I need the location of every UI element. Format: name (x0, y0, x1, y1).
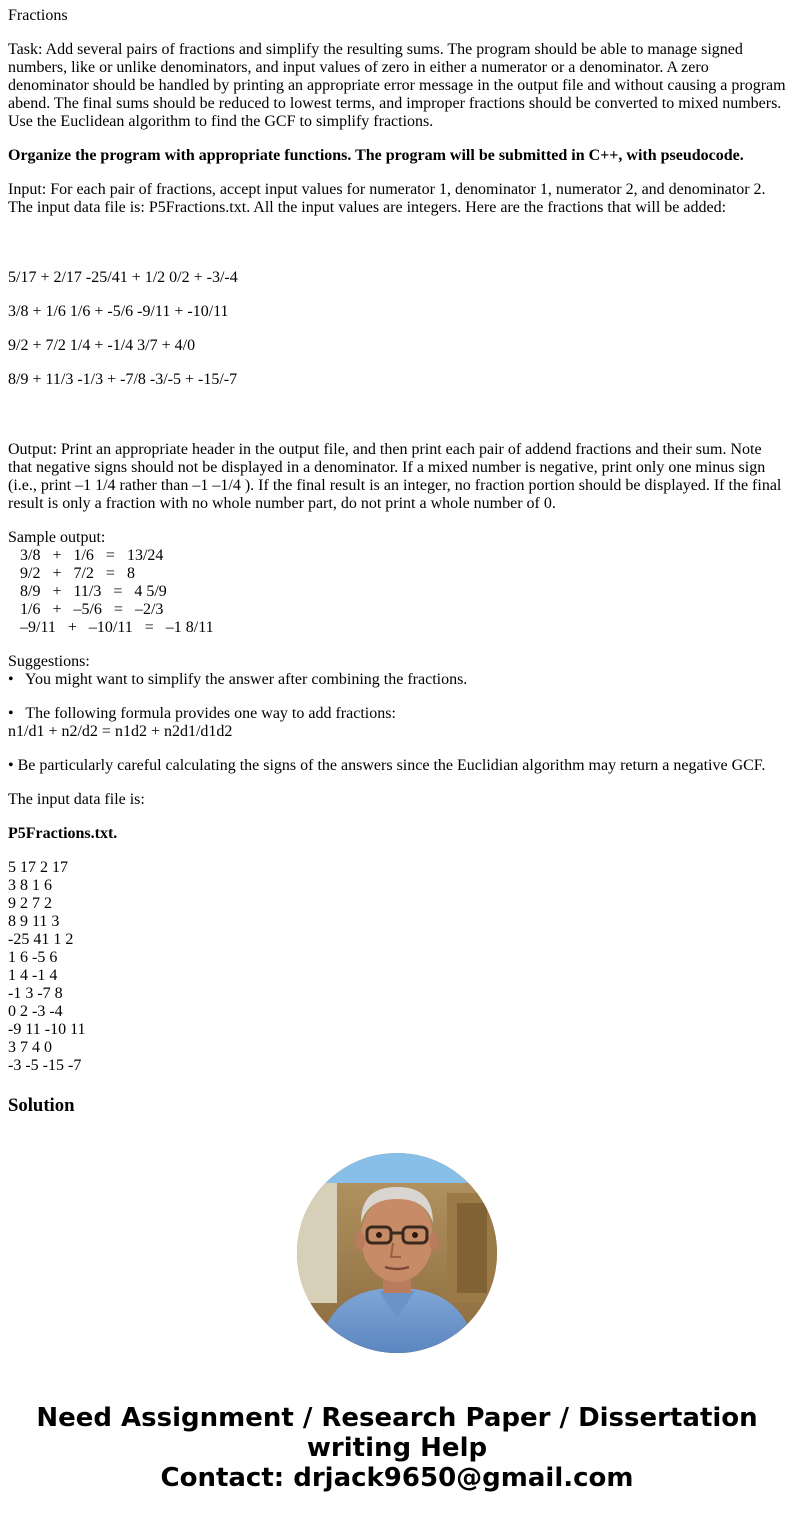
sample-output-line: 9/2 + 7/2 = 8 (8, 565, 135, 582)
sample-output-line: –9/11 + –10/11 = –1 8/11 (8, 619, 214, 636)
author-photo (297, 1153, 497, 1353)
suggestion-item: • The following formula provides one way to add fractions: (8, 705, 396, 722)
spacer (8, 405, 788, 441)
suggestion-item: • Be particularly careful calculating the signs of the answers since the Euclidian algorithm may return a negative GCF. (8, 757, 766, 774)
data-line: 0 2 -3 -4 (8, 1003, 63, 1020)
spacer (8, 233, 788, 269)
sample-output-line: 1/6 + –5/6 = –2/3 (8, 601, 164, 618)
data-line: 8 9 11 3 (8, 913, 60, 930)
sample-output-line: 3/8 + 1/6 = 13/24 (8, 547, 164, 564)
formula-text: n1/d1 + n2/d2 = n1d2 + n2d1/d1d2 (8, 723, 233, 740)
fraction-row: 3/8 + 1/6 1/6 + -5/6 -9/11 + -10/11 (8, 303, 229, 320)
data-file-intro: The input data file is: (8, 791, 145, 808)
suggestions-label: Suggestions: (8, 653, 90, 670)
sample-output-label: Sample output: (8, 529, 106, 546)
fraction-row: 5/17 + 2/17 -25/41 + 1/2 0/2 + -3/-4 (8, 269, 238, 286)
data-file-contents (8, 859, 788, 1075)
data-line: 3 7 4 0 (8, 1039, 52, 1056)
author-portrait-illustration (297, 1153, 497, 1353)
promo-contact: Contact: drjack9650@gmail.com (160, 1463, 634, 1493)
fraction-row: 8/9 + 11/3 -1/3 + -7/8 -3/-5 + -15/-7 (8, 371, 238, 388)
data-line: -1 3 -7 8 (8, 985, 63, 1002)
suggestion-item: • You might want to simplify the answer after combining the fractions. (8, 671, 468, 688)
fraction-row: 9/2 + 7/2 1/4 + -1/4 3/7 + 4/0 (8, 337, 196, 354)
sample-output-line: 8/9 + 11/3 = 4 5/9 (8, 583, 167, 600)
data-line: 3 8 1 6 (8, 877, 52, 894)
data-file-name: P5Fractions.txt. (8, 825, 118, 842)
output-paragraph: Output: Print an appropriate header in the output file, and then print each pair of addend fractions and their sum. Note that negative signs should not be displayed in a denominator. If a mixed number is negative, print only one minus sign (i.e., print –1 1/4 rather than –1 –1/4 ). If the final result is an integer, no fraction portion should be displayed. If the final result is only a fraction with no whole number part, do not print a whole number of 0. (8, 441, 782, 512)
data-line: 1 6 -5 6 (8, 949, 58, 966)
suggestions-block (8, 653, 788, 689)
data-line: 9 2 7 2 (8, 895, 52, 912)
sample-output-block (8, 529, 788, 637)
solution-heading: Solution (8, 1095, 75, 1116)
data-line: -9 11 -10 11 (8, 1021, 86, 1038)
organize-paragraph: Organize the program with appropriate functions. The program will be submitted in C++, with pseudocode. (8, 147, 744, 164)
promo-banner (0, 1403, 794, 1493)
input-paragraph: Input: For each pair of fractions, accept input values for numerator 1, denominator 1, numerator 2, and denominator 2. The input data file is: P5Fractions.txt. All the input values are integers. Here are the fractions that will be added: (8, 181, 766, 216)
data-line: 1 4 -1 4 (8, 967, 58, 984)
suggestion-formula-block (8, 705, 788, 741)
data-line: -25 41 1 2 (8, 931, 74, 948)
data-line: -3 -5 -15 -7 (8, 1057, 82, 1074)
promo-line: Need Assignment / Research Paper / Dissertation (36, 1403, 758, 1433)
document-body (8, 7, 788, 1091)
task-paragraph: Task: Add several pairs of fractions and simplify the resulting sums. The program should be able to manage signed numbers, like or unlike denominators, and input values of zero in either a numerator or a denominator. A zero denominator should be handled by printing an appropriate error message in the output file and without causing a program abend. The final sums should be reduced to lowest terms, and improper fractions should be converted to mixed numbers. Use the Euclidean algorithm to find the GCF to simplify fractions. (8, 41, 786, 130)
page-title: Fractions (8, 7, 68, 24)
promo-line: writing Help (306, 1433, 488, 1463)
data-line: 5 17 2 17 (8, 859, 68, 876)
